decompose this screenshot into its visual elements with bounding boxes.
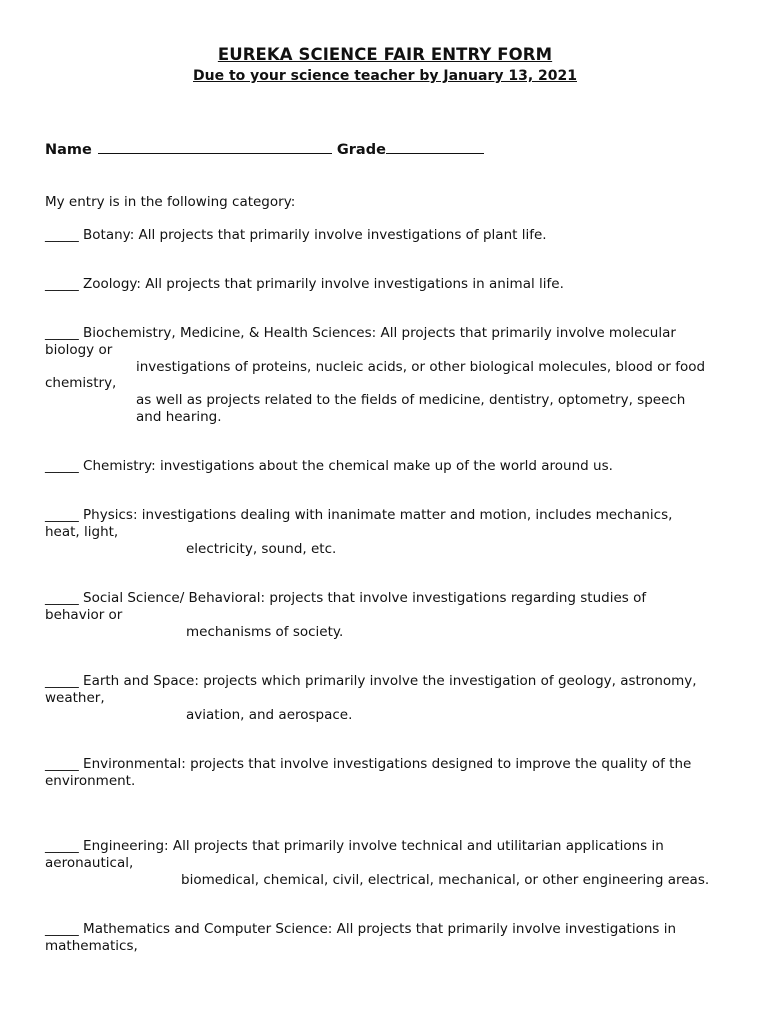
- category-intro: My entry is in the following category:: [45, 194, 296, 210]
- form-title: EUREKA SCIENCE FAIR ENTRY FORM: [217, 45, 553, 64]
- category-line: aviation, and aerospace.: [186, 706, 353, 723]
- category-line: mathematics,: [45, 937, 138, 954]
- category-environmental[interactable]: [45, 756, 735, 790]
- grade-blank-line[interactable]: [386, 139, 484, 154]
- category-line: environment.: [45, 772, 136, 789]
- category-physics[interactable]: [45, 507, 735, 557]
- category-line: and hearing.: [136, 408, 222, 425]
- category-botany[interactable]: [45, 227, 735, 244]
- category-earth-space[interactable]: [45, 673, 735, 723]
- category-line: electricity, sound, etc.: [186, 540, 337, 557]
- category-line: mechanisms of society.: [186, 623, 344, 640]
- category-zoology[interactable]: [45, 276, 735, 293]
- category-line: investigations of proteins, nucleic acids, or other biological molecules, blood or food: [136, 358, 706, 375]
- name-label: Name: [45, 142, 92, 158]
- category-line: _____ Botany: All projects that primarily involve investigations of plant life.: [45, 227, 547, 243]
- category-line: weather,: [45, 689, 105, 706]
- category-line: _____ Earth and Space: projects which primarily involve the investigation of geology, astronomy,: [45, 673, 697, 689]
- category-line: biology or: [45, 341, 113, 358]
- category-line: _____ Environmental: projects that involve investigations designed to improve the quality of the: [45, 756, 692, 772]
- grade-label: Grade: [336, 142, 386, 158]
- category-engineering[interactable]: [45, 838, 735, 888]
- category-chemistry[interactable]: [45, 458, 735, 475]
- category-line: chemistry,: [45, 375, 117, 392]
- category-line: _____ Physics: investigations dealing with inanimate matter and motion, includes mechanics,: [45, 507, 673, 523]
- name-blank-line[interactable]: [98, 139, 332, 154]
- category-social-science[interactable]: [45, 590, 735, 640]
- category-line: aeronautical,: [45, 854, 134, 871]
- category-biochemistry[interactable]: [45, 325, 735, 426]
- category-mathematics[interactable]: [45, 921, 735, 955]
- category-line: as well as projects related to the fields of medicine, dentistry, optometry, speech: [136, 392, 686, 409]
- category-line: _____ Zoology: All projects that primarily involve investigations in animal life.: [45, 276, 564, 292]
- category-line: _____ Chemistry: investigations about the chemical make up of the world around us.: [45, 458, 613, 474]
- category-line: _____ Biochemistry, Medicine, & Health Sciences: All projects that primarily involve molecular: [45, 325, 676, 341]
- category-line: biomedical, chemical, civil, electrical, mechanical, or other engineering areas.: [181, 871, 710, 888]
- category-line: _____ Social Science/ Behavioral: projects that involve investigations regarding studies of: [45, 590, 647, 606]
- category-line: _____ Mathematics and Computer Science: All projects that primarily involve investigations in: [45, 921, 677, 937]
- category-line: behavior or: [45, 606, 123, 623]
- category-line: _____ Engineering: All projects that primarily involve technical and utilitarian applications in: [45, 838, 664, 854]
- due-date-subtitle: Due to your science teacher by January 13, 2021: [193, 68, 577, 84]
- category-line: heat, light,: [45, 523, 119, 540]
- name-grade-row: [45, 139, 484, 158]
